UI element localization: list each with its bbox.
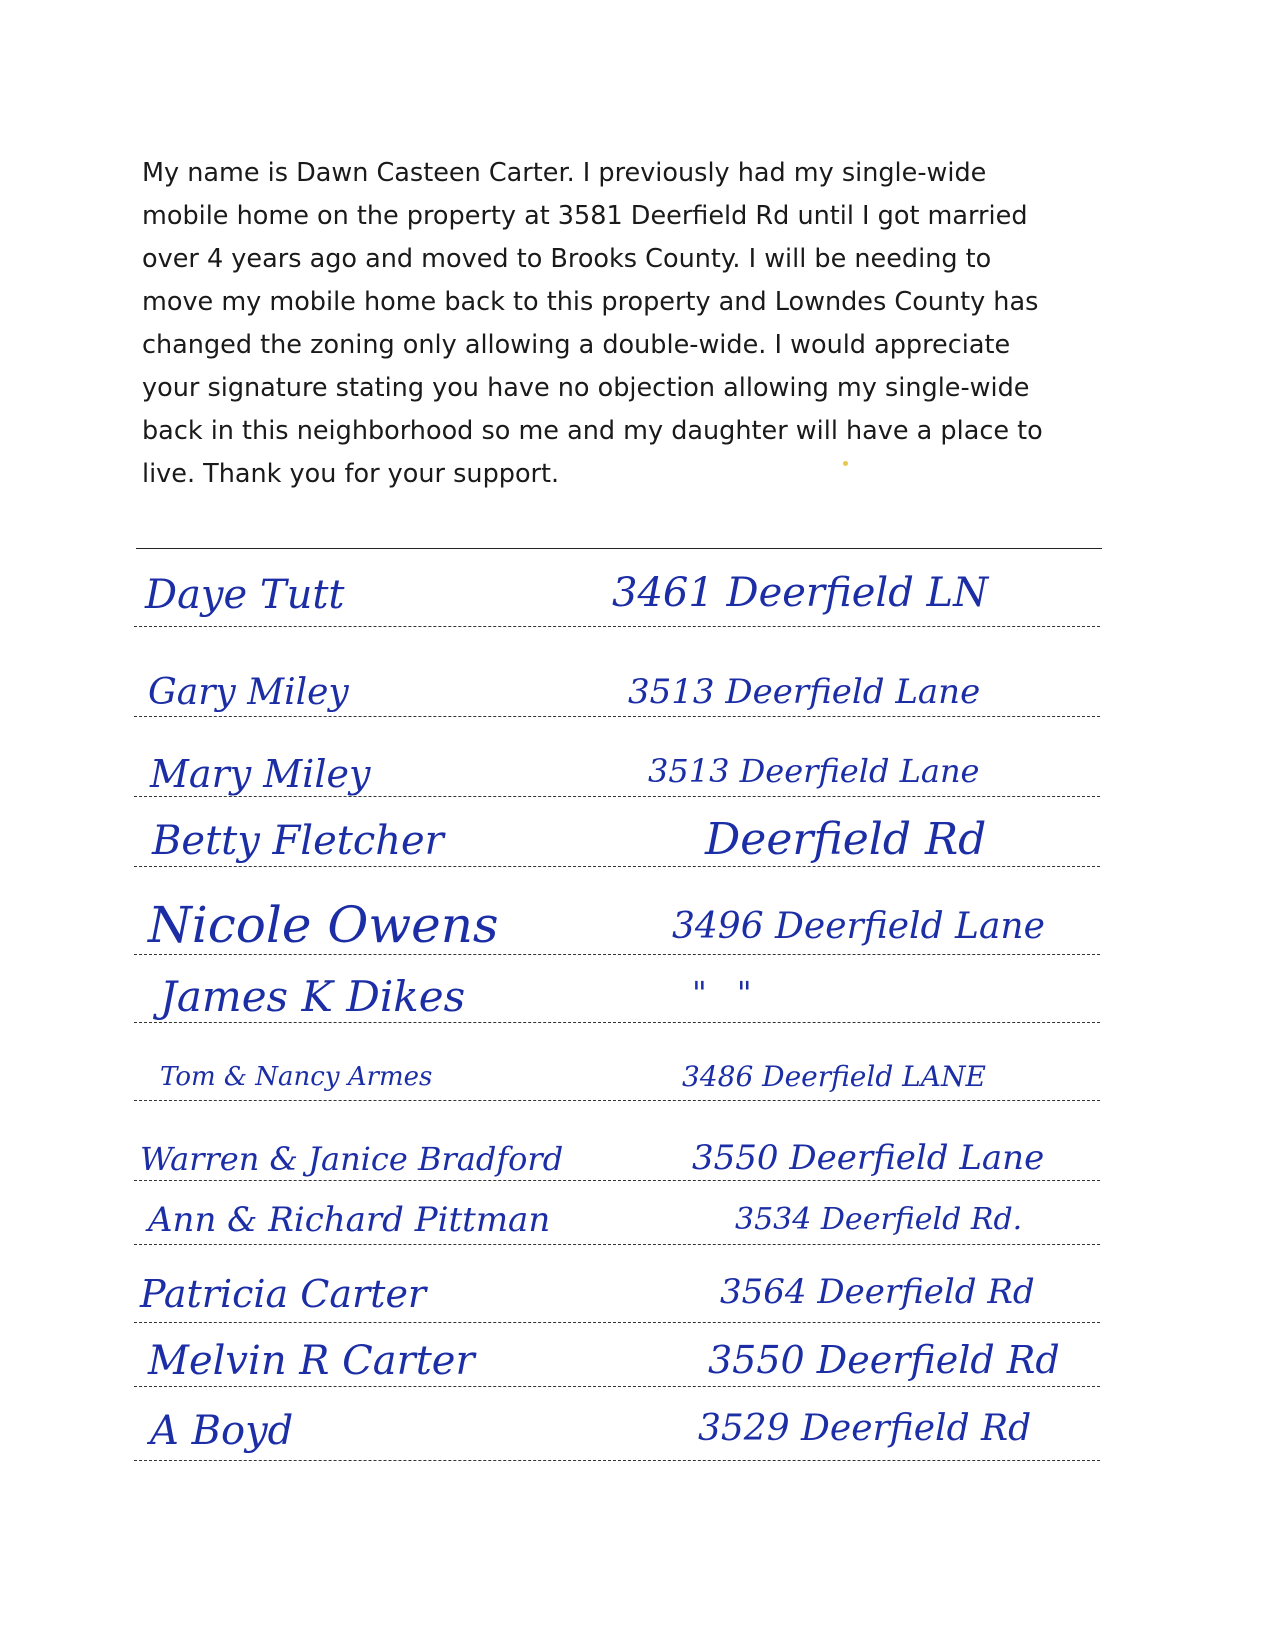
signature-address: 3529 Deerfield Rd (698, 1408, 1032, 1449)
signature-address: 3564 Deerfield Rd (720, 1272, 1035, 1312)
signature-address: Deerfield Rd (705, 814, 987, 865)
signature-name: Nicole Owens (148, 896, 499, 954)
signature-address: 3461 Deerfield LN (612, 570, 989, 616)
signature-line (134, 866, 1100, 867)
signature-name: Betty Fletcher (152, 818, 444, 864)
signature-line (134, 1100, 1100, 1101)
signature-address: " " (692, 974, 762, 1012)
signature-line (134, 626, 1100, 627)
signature-address: 3496 Deerfield Lane (672, 906, 1045, 947)
petition-line: move my mobile home back to this property and Lowndes County has (142, 287, 1039, 317)
signature-address: 3534 Deerfield Rd. (735, 1202, 1023, 1237)
signature-line (134, 716, 1100, 717)
petition-line: back in this neighborhood so me and my daughter will have a place to (142, 416, 1043, 446)
petition-line: My name is Dawn Casteen Carter. I previously had my single-wide (142, 158, 987, 188)
signature-name: Warren & Janice Bradford (140, 1140, 564, 1178)
petition-line: over 4 years ago and moved to Brooks County. I will be needing to (142, 244, 992, 274)
signature-name: Gary Miley (148, 672, 349, 713)
signature-address: 3513 Deerfield Lane (648, 752, 980, 790)
petition-line: changed the zoning only allowing a double-wide. I would appreciate (142, 330, 1011, 360)
signature-name: Melvin R Carter (148, 1338, 475, 1384)
signature-line (134, 1180, 1100, 1181)
petition-line: live. Thank you for your support. (142, 459, 560, 489)
signature-line (134, 954, 1100, 955)
signature-address: 3486 Deerfield LANE (682, 1060, 986, 1093)
signature-name: Patricia Carter (140, 1272, 427, 1316)
petition-line: your signature stating you have no objection allowing my single-wide (142, 373, 1030, 403)
signature-address: 3550 Deerfield Rd (708, 1338, 1060, 1382)
signature-line (134, 1460, 1100, 1461)
separator-line (136, 548, 1102, 549)
signature-address: 3513 Deerfield Lane (628, 672, 981, 712)
signature-line (134, 1386, 1100, 1387)
signature-line (134, 1244, 1100, 1245)
petition-text (142, 152, 1102, 496)
signature-line (134, 1322, 1100, 1323)
signature-line (134, 796, 1100, 797)
yellow-speck (843, 461, 848, 466)
petition-line: mobile home on the property at 3581 Deerfield Rd until I got married (142, 201, 1028, 231)
signature-name: James K Dikes (160, 972, 466, 1021)
signature-name: Mary Miley (150, 752, 371, 796)
signature-name: Ann & Richard Pittman (148, 1200, 551, 1240)
signature-line (134, 1022, 1100, 1023)
signature-name: Tom & Nancy Armes (160, 1062, 433, 1092)
signature-name: Daye Tutt (145, 572, 345, 618)
signature-name: A Boyd (150, 1408, 294, 1454)
signature-address: 3550 Deerfield Lane (692, 1138, 1045, 1178)
